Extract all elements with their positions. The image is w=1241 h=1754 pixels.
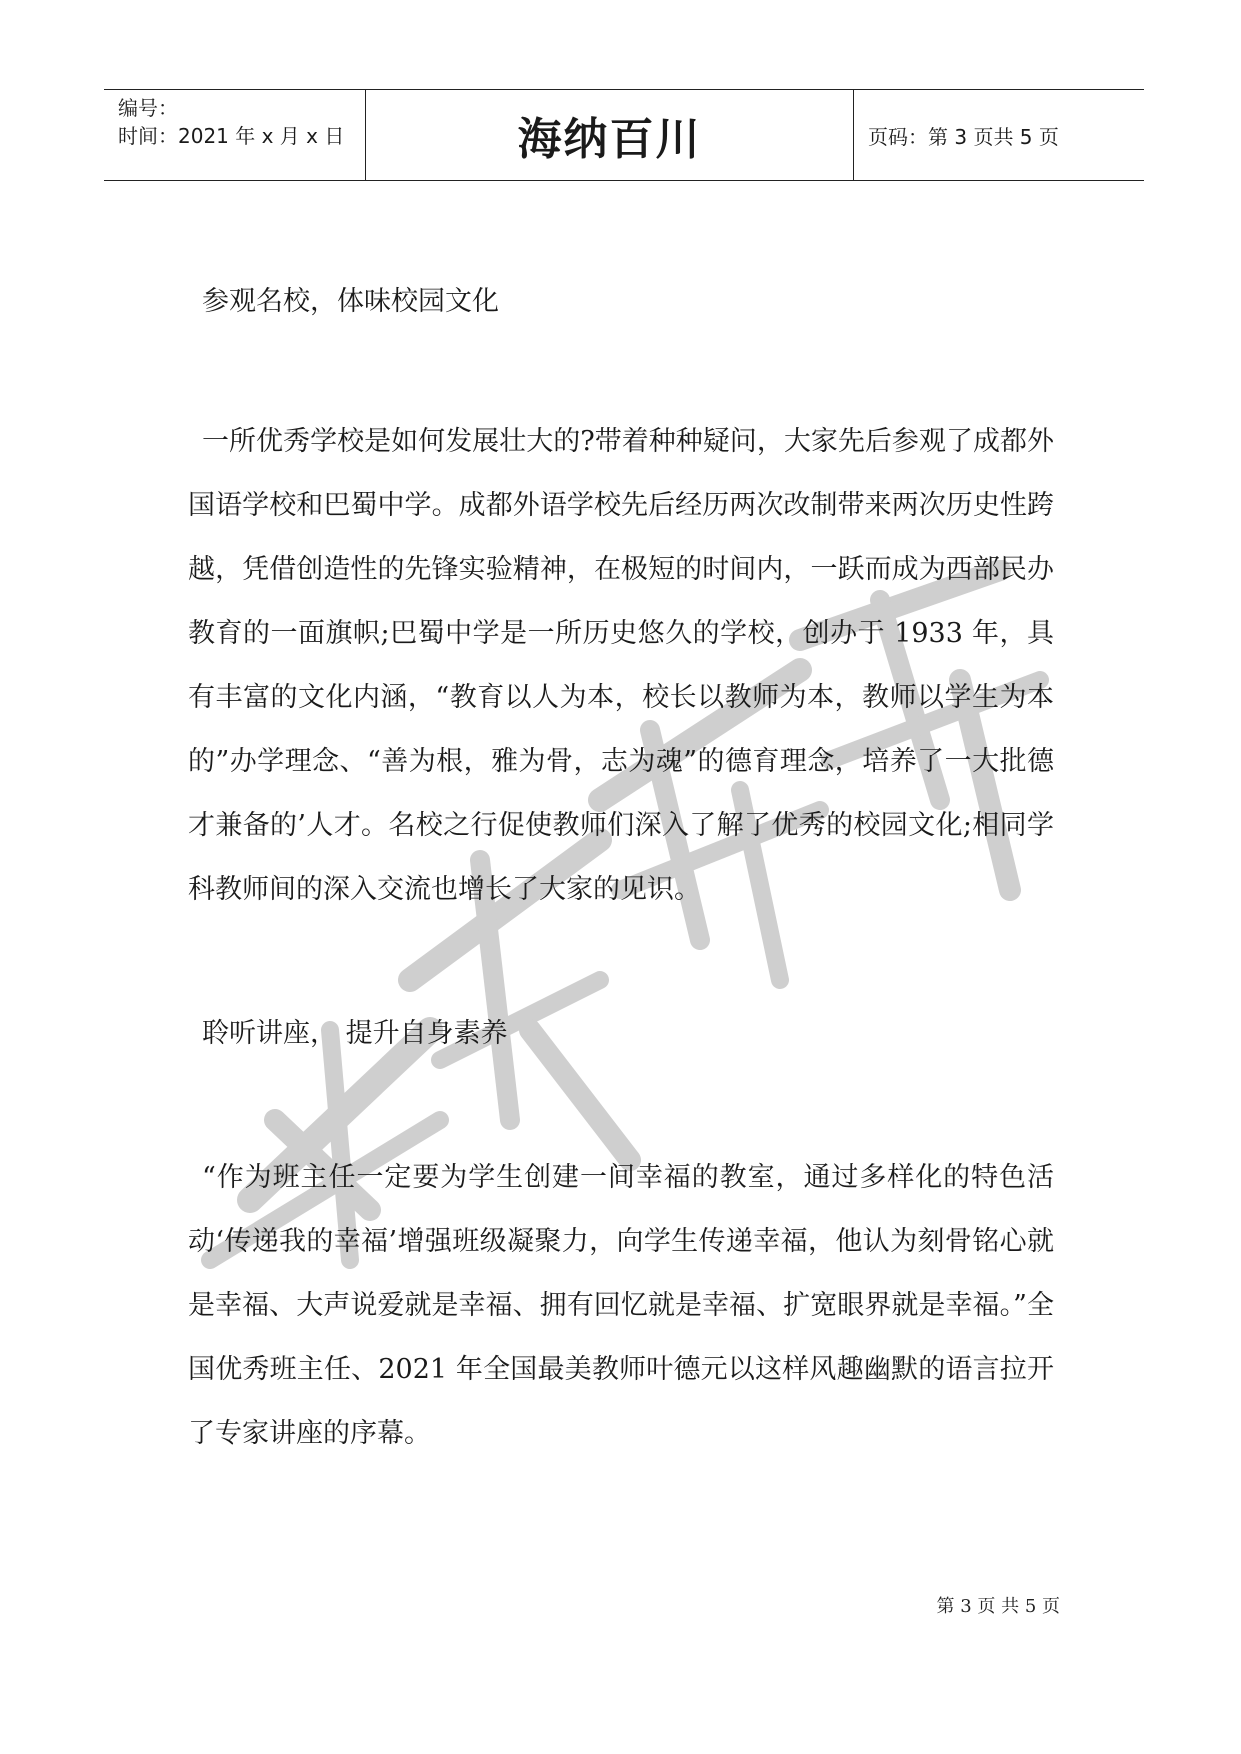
document-body [188, 270, 1054, 1466]
header-meta [104, 90, 366, 180]
header-page-cell [854, 90, 1144, 180]
section-heading: 聆听讲座， 提升自身素养 [202, 1018, 508, 1049]
page-footer: 第 3 页 共 5 页 [936, 1596, 1060, 1617]
section-paragraph: “作为班主任一定要为学生创建一间幸福的教室，通过多样化的特色活动‘传递我的幸福’增强班级凝聚力，向学生传递幸福，他认为刻骨铭心就是幸福、大声说爱就是幸福、拥有回忆就是幸福、扩宽眼界就是幸福。”全国优秀班主任、2021 年全国最美教师叶德元以这样风趣幽默的语言拉开了专家讲座的序幕。 [188, 1162, 1054, 1449]
section-heading: 参观名校，体味校园文化 [202, 286, 499, 317]
header-title: 海纳百川 [517, 114, 702, 165]
document-header [104, 89, 1144, 181]
time-label: 时间：2021 年 x 月 x 日 [118, 124, 345, 148]
number-label: 编号： [118, 96, 178, 120]
header-title-cell [366, 90, 854, 180]
section-paragraph: 一所优秀学校是如何发展壮大的?带着种种疑问，大家先后参观了成都外国语学校和巴蜀中学。成都外语学校先后经历两次改制带来两次历史性跨越，凭借创造性的先锋实验精神，在极短的时间内，一跃而成为西部民办教育的一面旗帜;巴蜀中学是一所历史悠久的学校，创办于 1933 年，具有丰富的文化内涵，“教育以人为本，校长以教师为本，教师以学生为本的”办学理念、“善为根，雅为骨，志为魂”的德育理念，培养了一大批德才兼备的’人才。名校之行促使教师们深入了解了优秀的校园文化;相同学科教师间的深入交流也增长了大家的见识。 [188, 426, 1054, 905]
page-label: 页码：第 3 页共 5 页 [868, 124, 1059, 149]
